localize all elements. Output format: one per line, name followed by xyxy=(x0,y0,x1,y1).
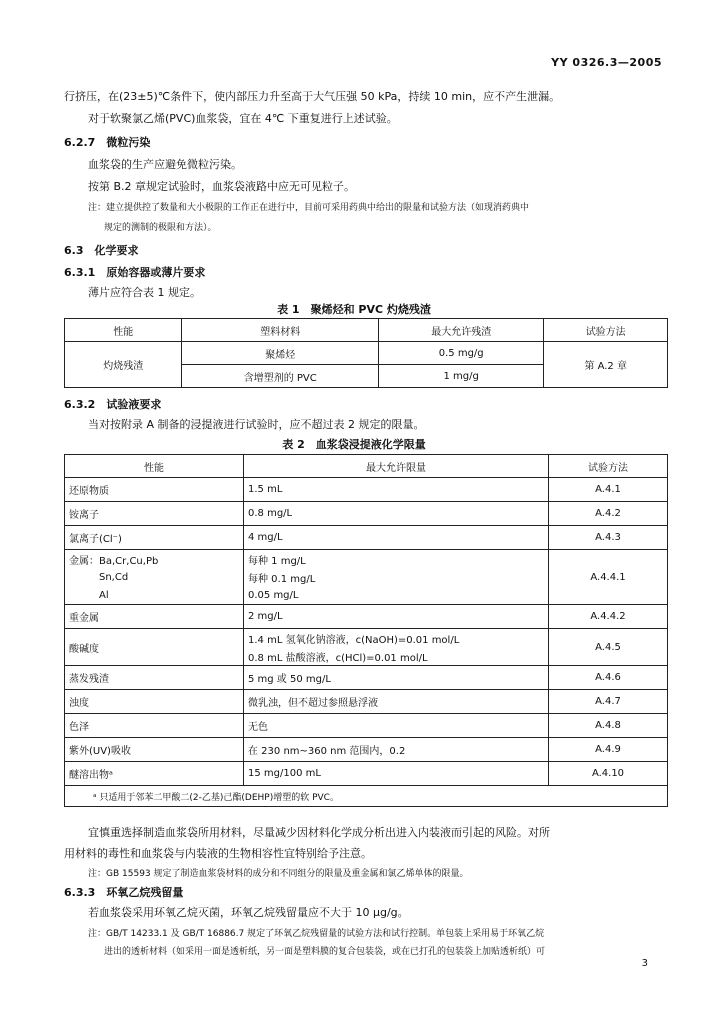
table-cell: 蒸发残渣 xyxy=(65,666,244,690)
table-cell: 4 mg/L xyxy=(244,526,549,550)
table-cell: 15 mg/100 mL xyxy=(244,762,549,786)
table-cell: 氯离子(Cl⁻) xyxy=(65,526,244,550)
table-cell: 酸碱度 xyxy=(65,629,244,666)
table-footnote: ᵃ 只适用于邻苯二甲酸二(2-乙基)己酯(DEHP)增塑的软 PVC。 xyxy=(65,786,668,807)
note-line: 注：GB/T 14233.1 及 GB/T 16886.7 规定了环氧乙烷残留量的试验方法和试行控制。单包装上采用易于环氧乙烷 xyxy=(88,929,545,939)
table-cell: 聚烯烃 xyxy=(182,342,379,365)
note-line: 进出的透析材料（如采用一面是透析纸，另一面是塑料膜的复合包装袋，或在已打孔的包装袋上加贴透析纸）可 xyxy=(104,947,546,957)
note-line: 注：GB 15593 规定了制造血浆袋材料的成分和不同组分的限量及重金属和氯乙烯单体的限量。 xyxy=(88,869,469,879)
table1-caption: 表 1 聚烯烃和 PVC 灼烧残渣 xyxy=(277,303,431,316)
table-cell: 1.5 mL xyxy=(244,478,549,502)
paragraph-line: 当对按附录 A 制备的浸提液进行试验时，应不超过表 2 规定的限量。 xyxy=(88,418,425,431)
table-cell: 第 A.2 章 xyxy=(544,342,668,388)
section-heading-6-2-7: 6.2.7 微粒污染 xyxy=(64,136,151,149)
table-cell: A.4.2 xyxy=(549,502,668,526)
section-heading-6-3: 6.3 化学要求 xyxy=(64,244,139,257)
table-header: 最大允许残渣 xyxy=(379,319,544,342)
paragraph-line: 行挤压，在(23±5)℃条件下，使内部压力升至高于大气压强 50 kPa，持续 10 min，应不产生泄漏。 xyxy=(64,90,561,103)
table-cell: A.4.10 xyxy=(549,762,668,786)
table-cell: 紫外(UV)吸收 xyxy=(65,738,244,762)
paragraph-line: 血浆袋的生产应避免微粒污染。 xyxy=(88,158,242,171)
table-cell: 浊度 xyxy=(65,690,244,714)
table-cell: 5 mg 或 50 mg/L xyxy=(244,666,549,690)
table-header: 试验方法 xyxy=(544,319,668,342)
table-cell: 在 230 nm~360 nm 范围内，0.2 xyxy=(244,738,549,762)
table-cell: 0.8 mg/L xyxy=(244,502,549,526)
table-cell: 1 mg/g xyxy=(379,365,544,388)
table-cell: A.4.3 xyxy=(549,526,668,550)
table-cell: 无色 xyxy=(244,714,549,738)
note-line: 规定的测制的极限和方法）。 xyxy=(104,223,217,233)
table-cell: 每种 0.1 mg/L xyxy=(244,568,549,586)
table-cell: 0.5 mg/g xyxy=(379,342,544,365)
table-cell: A.4.1 xyxy=(549,478,668,502)
table-cell: A.4.9 xyxy=(549,738,668,762)
paragraph-line: 对于软聚氯乙烯(PVC)血浆袋，宜在 4℃ 下重复进行上述试验。 xyxy=(88,112,398,125)
note-line: 注：建立提供控了数量和大小极限的工作正在进行中，目前可采用药典中给出的限量和试验方法（如现消药典中 xyxy=(88,203,530,213)
paragraph-line: 用材料的毒性和血浆袋与内装液的生物相容性宜特别给予注意。 xyxy=(64,847,372,860)
table-cell: A.4.8 xyxy=(549,714,668,738)
table2-caption: 表 2 血浆袋浸提液化学限量 xyxy=(282,438,426,451)
paragraph-line: 若血浆袋采用环氧乙烷灭菌，环氧乙烷残留量应不大于 10 μg/g。 xyxy=(88,906,409,919)
table-header: 最大允许限量 xyxy=(244,455,549,478)
section-heading-6-3-1: 6.3.1 原始容器或薄片要求 xyxy=(64,266,206,279)
table-cell: 铵离子 xyxy=(65,502,244,526)
table-cell: 色泽 xyxy=(65,714,244,738)
table-cell: 灼烧残渣 xyxy=(65,342,182,388)
table-header: 塑料材料 xyxy=(182,319,379,342)
table-cell: Al xyxy=(65,586,244,605)
table-cell: A.4.4.1 xyxy=(549,550,668,605)
paragraph-line: 宜慎重选择制造血浆袋所用材料，尽量减少因材料化学成分析出进入内装液而引起的风险。对所 xyxy=(88,826,550,839)
table-cell: Sn,Cd xyxy=(65,568,244,586)
table-cell: 微乳浊，但不超过参照悬浮液 xyxy=(244,690,549,714)
section-heading-6-3-3: 6.3.3 环氧乙烷残留量 xyxy=(64,886,184,899)
table-cell: 1.4 mL 氢氧化钠溶液，c(NaOH)=0.01 mol/L xyxy=(244,629,549,648)
page-number: 3 xyxy=(641,958,648,969)
table-cell: 0.8 mL 盐酸溶液，c(HCl)=0.01 mol/L xyxy=(244,647,549,666)
table1 xyxy=(64,318,668,388)
paragraph-line: 薄片应符合表 1 规定。 xyxy=(88,286,201,299)
table-cell: 0.05 mg/L xyxy=(244,586,549,605)
standard-code: YY 0326.3—2005 xyxy=(551,56,662,69)
table-cell: 重金属 xyxy=(65,605,244,629)
section-heading-6-3-2: 6.3.2 试验液要求 xyxy=(64,398,162,411)
table-cell: A.4.7 xyxy=(549,690,668,714)
table-cell: 每种 1 mg/L xyxy=(244,550,549,569)
table-cell: 2 mg/L xyxy=(244,605,549,629)
table-cell: A.4.6 xyxy=(549,666,668,690)
table2 xyxy=(64,454,668,807)
table-cell: 金属：Ba,Cr,Cu,Pb xyxy=(65,550,244,569)
table-header: 试验方法 xyxy=(549,455,668,478)
paragraph-line: 按第 B.2 章规定试验时，血浆袋液路中应无可见粒子。 xyxy=(88,180,356,193)
table-cell: A.4.5 xyxy=(549,629,668,666)
table-header: 性能 xyxy=(65,319,182,342)
table-cell: 含增塑剂的 PVC xyxy=(182,365,379,388)
table-header: 性能 xyxy=(65,455,244,478)
table-cell: 醚溶出物ᵃ xyxy=(65,762,244,786)
table-cell: A.4.4.2 xyxy=(549,605,668,629)
table-cell: 还原物质 xyxy=(65,478,244,502)
